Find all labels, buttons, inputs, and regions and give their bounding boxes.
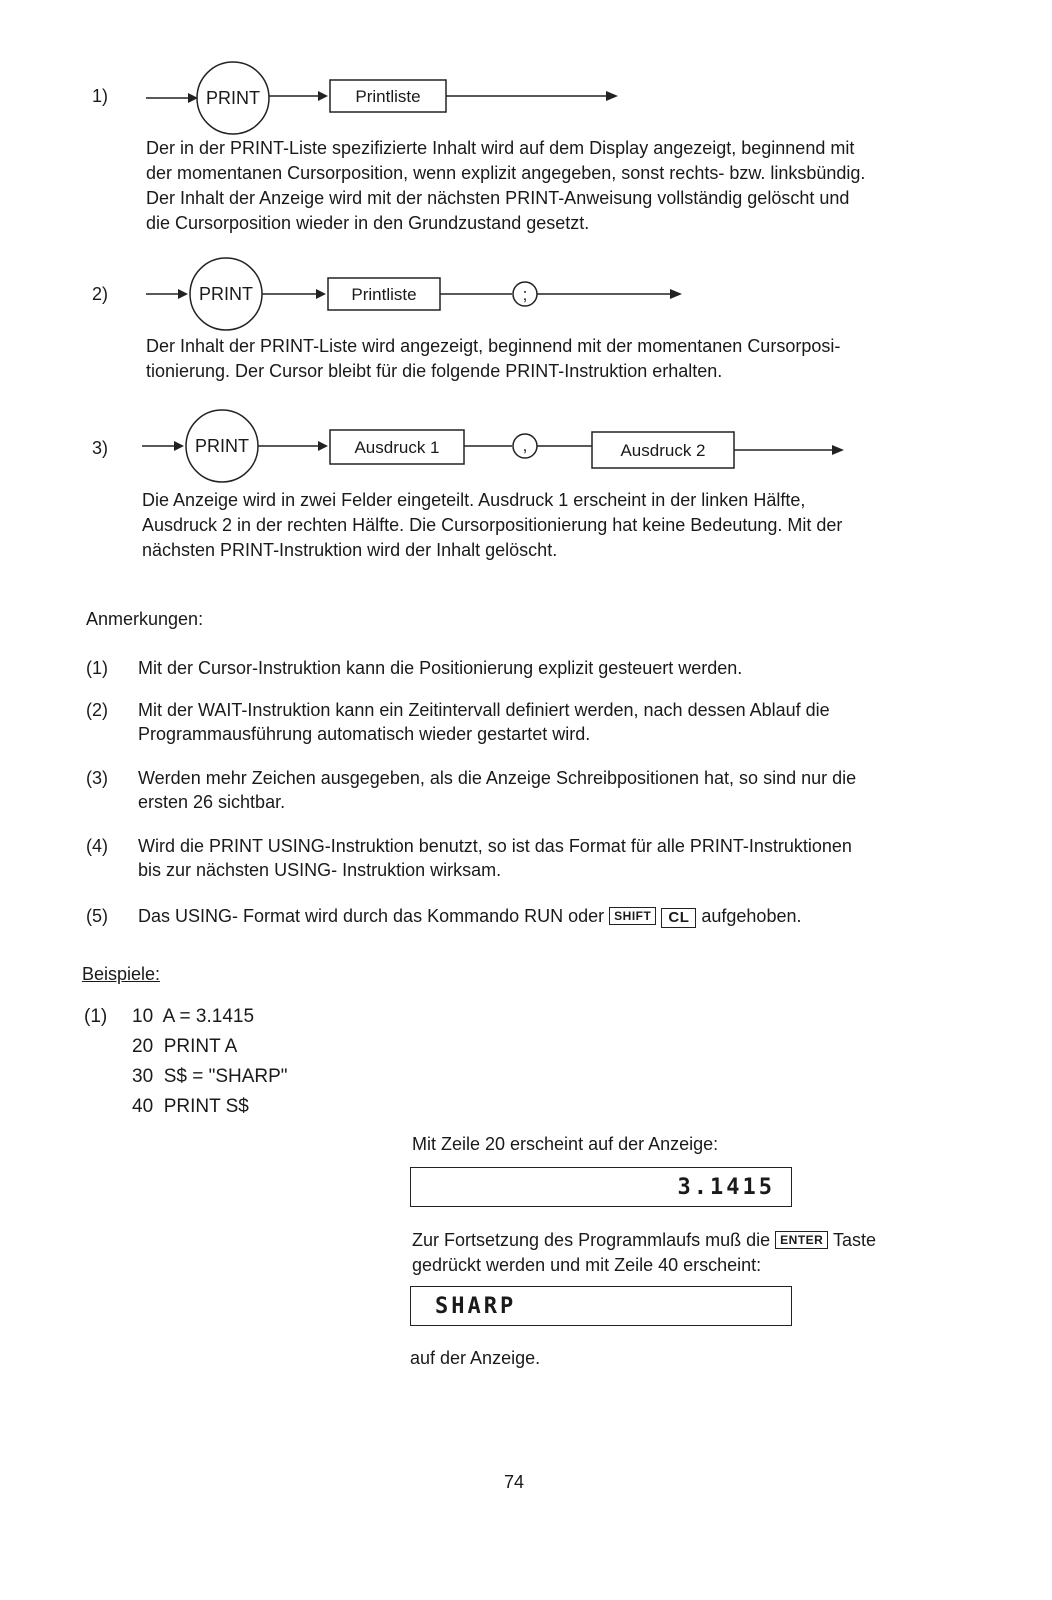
keyword-label: PRINT xyxy=(206,88,260,108)
description-line: die Cursorposition wieder in den Grundzustand gesetzt. xyxy=(146,213,590,233)
code-line: 10 A = 3.1415 xyxy=(132,1006,255,1027)
note-line: ersten 26 sichtbar. xyxy=(138,792,286,812)
note-text-part: Das USING- Format wird durch das Kommando RUN oder xyxy=(138,906,605,926)
syntax-description-1 xyxy=(146,136,946,236)
description-line: Der in der PRINT-Liste spezifizierte Inhalt wird auf dem Display angezeigt, beginnend mit xyxy=(146,138,855,158)
syntax-diagram-1 xyxy=(140,58,660,138)
syntax-diagram-2 xyxy=(140,254,700,334)
syntax-description-2 xyxy=(146,334,946,384)
display-value: SHARP xyxy=(435,1294,517,1319)
description-line: der momentanen Cursorposition, wenn explizit angegeben, sonst rechts- bzw. linksbündig. xyxy=(146,163,866,183)
note-text xyxy=(138,834,958,882)
caption-text: Taste xyxy=(833,1230,877,1250)
note-line: Mit der WAIT-Instruktion kann ein Zeitintervall definiert werden, nach dessen Ablauf die xyxy=(138,700,830,720)
syntax-number: 1) xyxy=(92,86,109,106)
note-text: Mit der Cursor-Instruktion kann die Positionierung explizit gesteuert werden. xyxy=(138,658,743,678)
notes-heading: Anmerkungen: xyxy=(86,609,204,629)
syntax-number: 3) xyxy=(92,438,109,458)
note-text xyxy=(138,766,958,814)
note-item xyxy=(86,656,966,686)
note-number: (2) xyxy=(86,700,108,720)
syntax-number: 2) xyxy=(92,284,109,304)
examples-heading: Beispiele: xyxy=(82,964,161,984)
page-number: 74 xyxy=(504,1472,525,1492)
box-label: Ausdruck 1 xyxy=(354,438,440,457)
note-line: Werden mehr Zeichen ausgegeben, als die Anzeige Schreibpositionen hat, so sind nur die xyxy=(138,768,857,788)
code-line: 40 PRINT S$ xyxy=(132,1096,249,1117)
caption-display: auf der Anzeige. xyxy=(410,1348,541,1368)
caption-continue-line xyxy=(412,1228,972,1253)
note-line: Wird die PRINT USING-Instruktion benutzt, so ist das Format für alle PRINT-Instruktionen xyxy=(138,836,852,856)
note-text-part: aufgehoben. xyxy=(701,906,802,926)
code-listing xyxy=(132,1002,532,1132)
box-label: Printliste xyxy=(355,87,421,106)
code-line: 30 S$ = "SHARP" xyxy=(132,1066,288,1087)
note-number: (1) xyxy=(86,658,108,678)
note-number: (5) xyxy=(86,906,108,926)
display-value: 3.1415 xyxy=(677,1175,775,1200)
note-item xyxy=(86,698,966,748)
example-number: (1) xyxy=(84,1006,108,1027)
note-item xyxy=(86,766,966,816)
code-line: 20 PRINT A xyxy=(132,1036,238,1057)
note-line: Programmausführung automatisch wieder gestartet wird. xyxy=(138,724,591,744)
description-line: nächsten PRINT-Instruktion wird der Inhalt gelöscht. xyxy=(142,540,558,560)
separator-label: , xyxy=(522,436,528,455)
enter-key: ENTER xyxy=(775,1231,828,1249)
note-text xyxy=(138,698,958,746)
separator-label: ; xyxy=(522,285,528,304)
note-line: bis zur nächsten USING- Instruktion wirksam. xyxy=(138,860,502,880)
note-number: (4) xyxy=(86,836,108,856)
note-item xyxy=(86,834,966,884)
description-line: Die Anzeige wird in zwei Felder eingeteilt. Ausdruck 1 erscheint in der linken Hälfte, xyxy=(142,490,806,510)
caption-line-20: Mit Zeile 20 erscheint auf der Anzeige: xyxy=(412,1134,719,1154)
caption-continue-line: gedrückt werden und mit Zeile 40 erscheint: xyxy=(412,1255,762,1275)
syntax-description-3 xyxy=(142,488,942,563)
description-line: Der Inhalt der Anzeige wird mit der nächsten PRINT-Anweisung vollständig gelöscht und xyxy=(146,188,850,208)
note-number: (3) xyxy=(86,768,108,788)
lcd-display-1 xyxy=(410,1167,792,1207)
note-text xyxy=(138,904,958,928)
shift-key: SHIFT xyxy=(609,907,656,925)
caption-continue xyxy=(412,1228,972,1278)
box-label: Ausdruck 2 xyxy=(620,441,706,460)
caption-text: Zur Fortsetzung des Programmlaufs muß die xyxy=(412,1230,771,1250)
description-line: tionierung. Der Cursor bleibt für die folgende PRINT-Instruktion erhalten. xyxy=(146,361,723,381)
note-item xyxy=(86,904,966,934)
description-line: Der Inhalt der PRINT-Liste wird angezeigt, beginnend mit der momentanen Cursorposi- xyxy=(146,336,841,356)
lcd-display-2 xyxy=(410,1286,792,1326)
syntax-diagram-3 xyxy=(140,406,860,486)
keyword-label: PRINT xyxy=(199,284,253,304)
description-line: Ausdruck 2 in der rechten Hälfte. Die Cursorpositionierung hat keine Bedeutung. Mit der xyxy=(142,515,843,535)
box-label: Printliste xyxy=(351,285,417,304)
cl-key: CL xyxy=(661,908,696,928)
keyword-label: PRINT xyxy=(195,436,249,456)
